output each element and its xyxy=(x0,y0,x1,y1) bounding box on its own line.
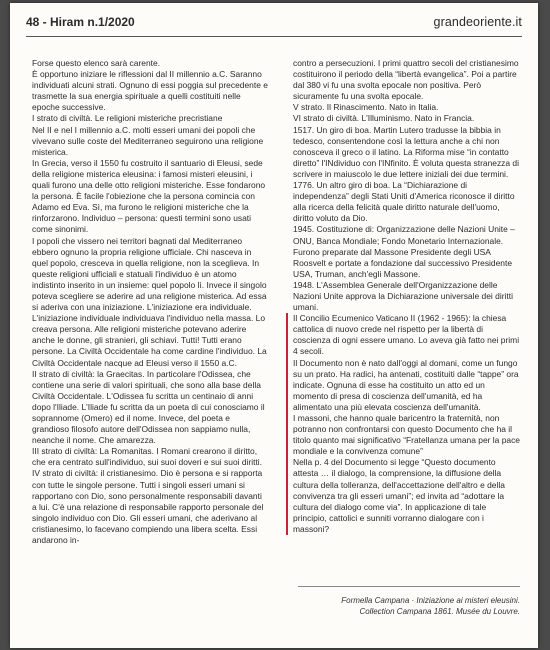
paragraph: Il Documento non è nato dall'oggi al domani, come un fungo su un prato. Ha radici, ha antenati, costituiti dalle “tappe” ora indicate. Ognuna di esse ha costituito un atto ed un momento di presa di coscienza dell'umanità, ed ha alimentato una più elevata coscienza dell'umanità. xyxy=(293,357,519,412)
caption-line: Formella Campana · Iniziazione ai misteri eleusini. xyxy=(341,596,520,605)
right-column xyxy=(293,58,521,535)
paragraph: 1948. L'Assemblea Generale dell'Organizzazione delle Nazioni Unite approva la Dichiarazione universale dei diritti umani. xyxy=(293,279,513,313)
paragraph: In Grecia, verso il 1550 fu costruito il santuario di Eleusi, sede della religione misterica eleusina: i famosi misteri eleusini, i quali furono una delle otto religioni misteriche. Esse fondarono la persona. È facile l'obiezione che la persona comincia con Adamo ed Eva. Sì, ma furono le religioni misteriche che la rinforzarono. Individuo – persona: questi termini sono usati come sinonimi. xyxy=(32,157,266,235)
paragraph: I popoli che vissero nei territori bagnati dal Mediterraneo ebbero ognuno la propria religione ufficiale. Chi nasceva in quel popolo, cresceva in quella religione, non la sceglieva. In queste religioni ufficiali e statuali l'individuo è un atomo indistinto inserito in un insieme: quel popolo lì. Invece il singolo poteva scegliere se aderire ad una religione misterica. Ad essa si aderiva con una iniziazione. L'iniziazione era individuale. L'iniziazione individuale individuava l'individuo nella massa. Lo creava persona. Alle religioni misteriche potevano aderire anche le donne, gli stranieri, gli schiavi. Tutti! Tutti erano persone. La Civiltà Occidentale ha come cardine l'individuo. La Civiltà Occidentale nacque ad Eleusi verso il 1550 a.C. xyxy=(32,235,267,368)
paragraph: VI strato di civiltà. L'Illuminismo. Nato in Francia. xyxy=(293,113,475,124)
magazine-page xyxy=(10,3,538,648)
paragraph: IV strato di civiltà: il cristianesimo. Dio è persona e si rapporta con tutte le singole persone. Tutti i singoli esseri umani si rapportano con Dio, sono personalmente responsabili davanti a lui. C'è una relazione di responsabile rapporto personale del singolo individuo con Dio. Gli esseri umani, che aderivano al cristianesimo, lo facevano compiendo una libera scelta. Essi andarono in- xyxy=(32,468,264,546)
header-divider xyxy=(26,36,522,37)
paragraph: Il Concilio Ecumenico Vaticano II (1962 - 1965): la chiesa cattolica di nuovo crede nel rispetto per la libertà di coscienza di ogni essere umano. Lo aveva già fatto nei primi 4 secoli. xyxy=(293,313,520,357)
paragraph: 1517. Un giro di boa. Martin Lutero tradusse la bibbia in tedesco, consentendone così la lettura anche a chi non conosceva il greco o il latino. La Riforma mise “in contatto diretto” l'INdividuo con l'INfinito. È voluta questa stranezza di scrivere in maiuscolo le due lettere iniziali dei due termini. xyxy=(293,124,519,179)
site-name: grandeoriente.it xyxy=(433,15,522,29)
highlighted-section xyxy=(286,313,521,535)
caption-divider xyxy=(298,586,520,587)
page-header xyxy=(26,13,522,31)
paragraph: contro a persecuzioni. I primi quattro secoli del cristianesimo costituirono il periodo della “libertà evangelica”. Poi a partire dal 380 vi fu una svolta epocale non positiva. Però sicuramente fu una svolta epocale. xyxy=(293,58,519,102)
paragraph: Nel II e nel I millennio a.C. molti esseri umani dei popoli che vivevano sulle coste del Mediterraneo seguirono una religione misterica. xyxy=(32,124,264,157)
paragraph: È opportuno iniziare le riflessioni dal II millennio a.C. Saranno individuati alcuni strati. Ognuno di essi poggia sul precedente e trasmette la sua energia spirituale a quelli costituiti nelle epoche successive. xyxy=(32,69,268,113)
image-caption xyxy=(290,595,520,617)
paragraph: Nella p. 4 del Documento si legge “Questo documento attesta … il dialogo, la comprensione, la diffusione della cultura della tolleranza, dell'accettazione dell'altro e della convivenza tra gli esseri umani”; ed invita ad “adottare la cultura del dialogo come via”. In applicazione di tale principio, cattolici e sunniti vorranno dialogare con i massoni? xyxy=(293,457,505,534)
paragraph: I massoni, che hanno quale baricentro la fraternità, non potranno non confrontarsi con questo Documento che ha il titolo quanto mai significativo “Fratellanza umana per la pace mondiale e la convivenza comune” xyxy=(293,413,520,457)
paragraph: II strato di civiltà: la Graecitas. In particolare l'Odissea, che contiene una serie di valori spirituali, che sono alla base della Civiltà Occidentale. L'Odissea fu scritta un centinaio di anni dopo l'Iliade. L'Iliade fu scritta da un poeta di cui conosciamo il soprannome (Omero) ed il nome. Invece, del poeta e grandioso filosofo autore dell'Odissea non sappiamo nulla, neanche il nome. Che amarezza. xyxy=(32,368,265,446)
paragraph: 1945. Costituzione di: Organizzazione delle Nazioni Unite – ONU, Banca Mondiale; Fondo Monetario Internazionale. Furono preparate dal Massone Presidente degli USA Roosvelt e portate a fondazione dal successivo Presidente USA, Truman, anch'egli Massone. xyxy=(293,224,515,279)
caption-line: Collection Campana 1861. Musée du Louvre. xyxy=(359,607,520,616)
left-column xyxy=(32,58,268,546)
paragraph: 1776. Un altro giro di boa. La “Dichiarazione di independenza” degli Stati Uniti d'America riconosce il diritto alla ricerca della felicità quale diritto naturale dell'uomo, diritto voluto da Dio. xyxy=(293,180,515,224)
paragraph: I strato di civiltà. Le religioni misteriche precristiane xyxy=(32,113,223,124)
paragraph: III strato di civiltà: La Romanitas. I Romani crearono il diritto, che era centrato sull'individuo, sui suoi doveri e sui suoi diritti. xyxy=(32,446,263,468)
paragraph: Forse questo elenco sarà carente. xyxy=(32,58,161,68)
paragraph: V strato. Il Rinascimento. Nato in Italia. xyxy=(293,102,439,113)
page-reference: 48 - Hiram n.1/2020 xyxy=(26,15,135,29)
